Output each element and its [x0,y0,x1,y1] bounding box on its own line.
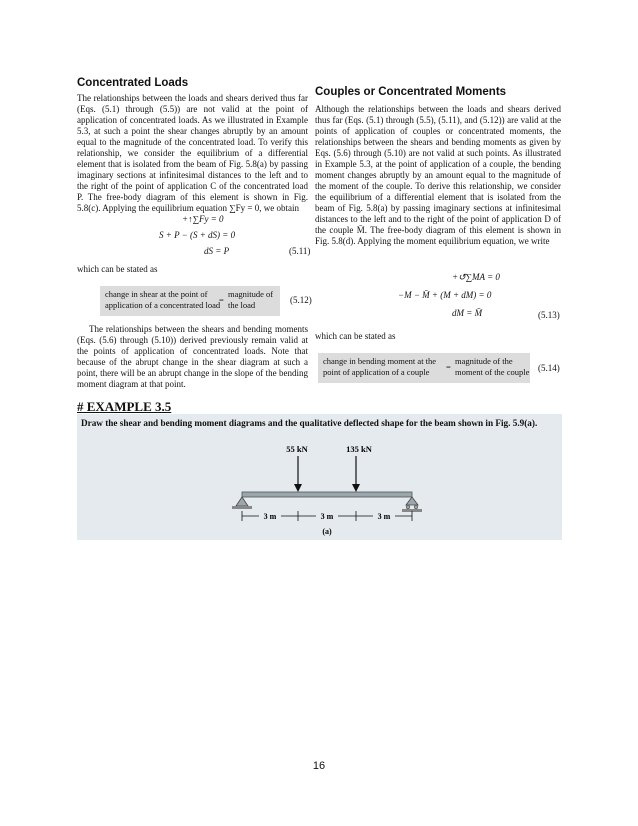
left-para2-text: The relationships between the shears and bending moments (Eqs. (5.6) through (5.10)) derived previously remain valid at the points of application of concentrated loads. Note that because of the abrupt change in the shear diagram at such a point, there will be an abrupt change in the slope of the bending moment diagram at that point. [77,324,308,389]
right-box-equals: = [446,362,451,372]
span-label-1: 3 m [263,512,277,521]
right-support-roller-icon [406,497,418,505]
load-arrow-2-head [352,484,360,492]
right-equation-b: −M − M̄ + (M + dM) = 0 [398,290,492,300]
right-summary-box [318,353,530,383]
right-paragraph-1 [315,104,561,247]
example-title: # EXAMPLE 3.5 [77,399,172,414]
left-equation-number: (5.11) [289,246,311,256]
left-box-right-2: the load [228,300,256,310]
right-box-right-2: moment of the couple [455,367,530,377]
left-support-pin-icon [236,497,248,506]
left-para1-text: The relationships between the loads and shears derived thus far (Eqs. (5.1) through (5.5)) are not valid at the point of application of concentrated loads. As we illustrated in Example 5.3, at such a point the shear changes abruptly by an amount equal to the magnitude of the concentrated load. To verify this relationship, we consider the equilibrium of a differential element that is isolated from the beam of Fig. 5.8(a) by passing imaginary sections at infinitesimal distances to the left and to the right of the point of application C of the concentrated load P. The free-body diagram of this element is shown in Fig. 5.8(c). Applying the equilibrium equation ∑Fy = 0, we obtain [77,93,308,213]
span-label-2: 3 m [320,512,334,521]
left-equation-a: +↑∑Fy = 0 [182,214,224,224]
right-roller-wheel-2 [414,505,418,509]
load-label-55kn: 55 kN [286,444,308,454]
left-paragraph-1 [77,93,308,214]
left-support-ground [232,506,252,509]
right-heading: Couples or Concentrated Moments [315,86,507,98]
left-box-number: (5.12) [290,295,312,305]
example-question: Draw the shear and bending moment diagrams and the qualitative deflected shape for the beam shown in Fig. 5.9(a). [81,418,538,428]
right-equation-a: +↺∑MA = 0 [452,272,500,282]
right-stated-text: which can be stated as [315,331,396,341]
span-label-3: 3 m [377,512,391,521]
example-panel [77,414,562,540]
left-equation-b: S + P − (S + dS) = 0 [159,230,236,240]
left-summary-box [100,286,280,316]
figure-caption: (a) [322,527,332,536]
page-number: 16 [312,760,326,772]
left-box-line-2: application of a concentrated load [105,300,221,310]
right-box-line-1: change in bending moment at the [323,356,437,366]
left-heading: Concentrated Loads [77,77,189,89]
load-label-135kn: 135 kN [346,444,372,454]
beam [242,492,412,497]
left-box-right-1: magnitude of [228,289,274,299]
load-arrow-1-head [294,484,302,492]
left-box-equals: = [219,295,224,305]
right-equation-c: dM = M̄ [452,308,483,318]
beam-diagram [77,414,562,540]
right-box-line-2: point of application of a couple [323,367,430,377]
right-para1-text: Although the relationships between the loads and shears derived thus far (Eqs. (5.1) through (5.5), (5.11), and (5.12)) are valid at the points of application of couples or concentrated moments, the relationships between the shears and bending moments as given by Eqs. (5.6) through (5.10) are not valid at such points. As illustrated in Example 5.3, at the point of application of a couple, the bending moment changes abruptly by an amount equal to the magnitude of the moment of the couple. To derive this relationship, we consider the equilibrium of a differential element that is isolated from the beam of Fig. 5.8(a) by passing imaginary sections at infinitesimal distances to the left and to the right of the point of application D of the couple M̄. The free-body diagram of this element is shown in Fig. 5.8(d). Applying the moment equilibrium equation, we write [315,104,561,246]
right-roller-wheel-1 [406,505,410,509]
right-box-number: (5.14) [538,363,560,373]
left-paragraph-2 [77,324,308,390]
right-box-right-1: magnitude of the [455,356,513,366]
right-equation-number: (5.13) [538,310,560,320]
left-stated-text: which can be stated as [77,264,158,274]
left-equation-c: dS = P [204,246,230,256]
left-box-line-1: change in shear at the point of [105,289,208,299]
